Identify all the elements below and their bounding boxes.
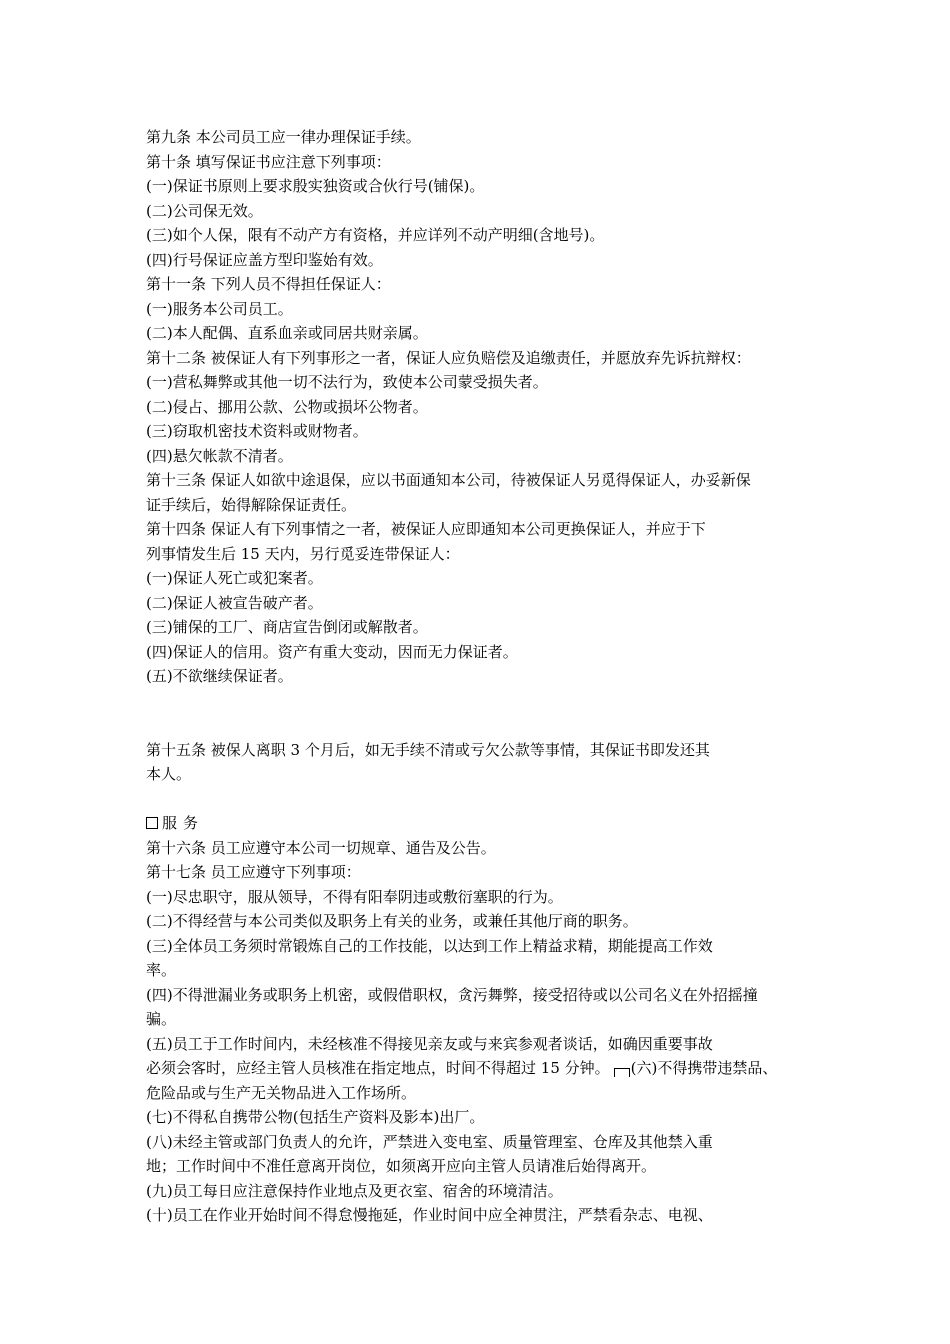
text-line: 列事情发生后 15 天内，另行觅妥连带保证人： [146, 544, 460, 563]
text-line: 证手续后，始得解除保证责任。 [146, 495, 357, 514]
text-line: (一)保证书原则上要求殷实独资或合伙行号(铺保)。 [146, 177, 485, 195]
bracket-mark-icon [614, 1068, 630, 1077]
text-line: (一)营私舞弊或其他一切不法行为，致使本公司蒙受损失者。 [146, 373, 548, 391]
text-line: (三)全体员工务须时常锻炼自己的工作技能，以达到工作上精益求精，期能提高工作效 [146, 936, 713, 955]
text-line: 本人。 [146, 765, 192, 783]
blank-gap [146, 713, 846, 738]
blank-gap [146, 787, 846, 812]
text-line: (四)行号保证应盖方型印鉴始有效。 [146, 250, 383, 269]
text-line: (七)不得私自携带公物(包括生产资料及影本)出厂。 [146, 1108, 485, 1126]
text-line-with-mark [146, 1056, 846, 1081]
text-line: (三)如个人保，限有不动产方有资格，并应详列不动产明细(含地号)。 [146, 226, 605, 244]
section-title: 服务 [162, 814, 205, 832]
text-line: (四)悬欠帐款不清者。 [146, 446, 293, 465]
text-line: (八)未经主管或部门负责人的允许，严禁进入变电室、质量管理室、仓库及其他禁入重 [146, 1132, 713, 1151]
text-line: (九)员工每日应注意保持作业地点及更衣室、宿舍的环境清洁。 [146, 1181, 563, 1200]
text-line: 第十三条 保证人如欲中途退保，应以书面通知本公司，待被保证人另觅得保证人，办妥新保 [146, 471, 751, 489]
text-line: 第九条 本公司员工应一律办理保证手续。 [146, 128, 421, 146]
text-line: (三)铺保的工厂、商店宣告倒闭或解散者。 [146, 618, 428, 636]
text-line: 第十二条 被保证人有下列事形之一者，保证人应负赔偿及追缴责任，并愿放弃先诉抗辩权： [146, 348, 751, 367]
text-line: (二)公司保无效。 [146, 201, 263, 220]
text-line: (二)侵占、挪用公款、公物或损坏公物者。 [146, 397, 428, 416]
text-line: 第十四条 保证人有下列事情之一者，被保证人应即通知本公司更换保证人，并应于下 [146, 520, 706, 538]
text-line: (五)不欲继续保证者。 [146, 667, 293, 685]
text-line: 第十六条 员工应遵守本公司一切规章、通告及公告。 [146, 838, 496, 857]
text-line: (四)不得泄漏业务或职务上机密，或假借职权，贪污舞弊，接受招待或以公司名义在外招摇撞 [146, 985, 758, 1004]
text-line: (十)员工在作业开始时间不得怠慢拖延，作业时间中应全神贯注，严禁看杂志、电视、 [146, 1206, 713, 1224]
section-header [146, 811, 846, 836]
text-line: 地；工作时间中不准任意离开岗位，如须离开应向主管人员请准后始得离开。 [146, 1157, 657, 1175]
text-line: (三)窃取机密技术资料或财物者。 [146, 422, 368, 440]
text-line: 率。 [146, 961, 177, 979]
text-line: (一)服务本公司员工。 [146, 299, 293, 318]
blank-gap [146, 689, 846, 714]
text-line: (五)员工于工作时间内，未经核准不得接见亲友或与来宾参观者谈话，如确因重要事故 [146, 1034, 713, 1053]
text-line: 第十七条 员工应遵守下列事项： [146, 863, 361, 881]
text-line: (一)尽忠职守，服从领导，不得有阳奉阴违或敷衍塞职的行为。 [146, 887, 563, 906]
text-line: (二)保证人被宣告破产者。 [146, 593, 323, 612]
text-line: (一)保证人死亡或犯案者。 [146, 569, 323, 587]
text-segment: (六)不得携带违禁品、 [630, 1059, 778, 1077]
text-line: (二)本人配偶、直系血亲或同居共财亲属。 [146, 324, 428, 342]
text-line: 危险品或与生产无关物品进入工作场所。 [146, 1083, 417, 1102]
text-line: (二)不得经营与本公司类似及职务上有关的业务，或兼任其他厅商的职务。 [146, 912, 638, 930]
text-segment: 必须会客时，应经主管人员核准在指定地点，时间不得超过 15 分钟。 [146, 1059, 610, 1077]
text-line: 第十五条 被保人离职 3 个月后，如无手续不清或亏欠公款等事情，其保证书即发还其 [146, 740, 710, 759]
document-page [146, 125, 846, 1228]
text-line: (四)保证人的信用。资产有重大变动，因而无力保证者。 [146, 642, 518, 661]
text-line: 第十一条 下列人员不得担任保证人： [146, 275, 391, 293]
text-line: 第十条 填写保证书应注意下列事项： [146, 152, 391, 171]
checkbox-square-icon [146, 817, 158, 829]
text-line: 骗。 [146, 1010, 177, 1028]
